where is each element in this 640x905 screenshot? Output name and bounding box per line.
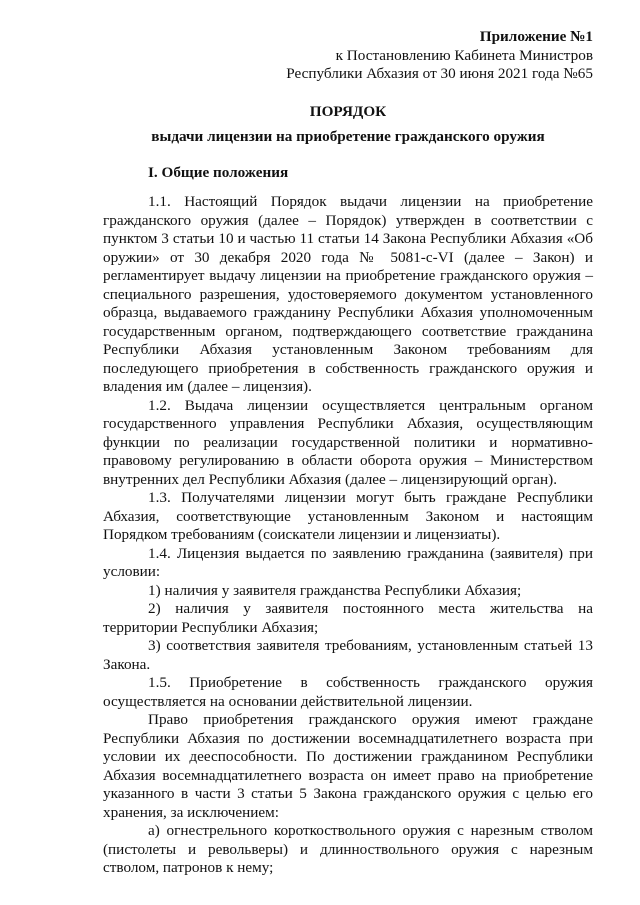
document-title: ПОРЯДОК bbox=[309, 102, 387, 120]
section-heading: I. Общие положения bbox=[148, 163, 289, 181]
paragraph-right-of-acquisition: Право приобретения гражданского оружия имеют граждане Республики Абхазия по достижении восемнадцатилетнего возраста при условии их дееспособности. По достижении гражданином Республики Абхазия восемнадцатилетнего возраста он имеет право на приобретение указанного в части 3 статьи 5 Закона гражданского оружия с целью его хранения, за исключением: bbox=[103, 711, 593, 821]
paragraph-1-2: 1.2. Выдача лицензии осуществляется центральным органом государственного управления Республики Абхазия, осуществляющим функции по реализации государственной политики и нормативно-правовому регулированию в области оборота оружия – Министерством внутренних дел Республики Абхазия (далее – лицензирующий орган). bbox=[103, 396, 593, 488]
document-subtitle: выдачи лицензии на приобретение гражданского оружия bbox=[151, 128, 545, 145]
paragraph-1-4: 1.4. Лицензия выдается по заявлению гражданина (заявителя) при условии: bbox=[103, 544, 593, 580]
header-reference-line-2: Республики Абхазия от 30 июня 2021 года №65 bbox=[286, 65, 593, 82]
paragraph-1-3: 1.3. Получателями лицензии могут быть граждане Республики Абхазия, соответствующие установленным Законом и настоящим Порядком требованиям (соискатели лицензии и лицензиаты). bbox=[103, 489, 593, 543]
header-reference-line-1: к Постановлению Кабинета Министров bbox=[335, 46, 593, 64]
list-item-1: 1) наличия у заявителя гражданства Республики Абхазия; bbox=[148, 581, 522, 599]
list-item-2: 2) наличия у заявителя постоянного места жительства на территории Республики Абхазия; bbox=[103, 600, 593, 636]
appendix-number: Приложение №1 bbox=[479, 28, 593, 45]
document-body bbox=[103, 193, 593, 878]
document-header bbox=[103, 28, 593, 84]
list-item-a: а) огнестрельного короткоствольного оружия с нарезным стволом (пистолеты и револьверы) и длинноствольного оружия с нарезным стволом, патронов к нему; bbox=[103, 822, 593, 876]
paragraph-1-5: 1.5. Приобретение в собственность гражданского оружия осуществляется на основании действительной лицензии. bbox=[103, 674, 593, 710]
list-item-3: 3) соответствия заявителя требованиям, установленным статьей 13 Закона. bbox=[103, 637, 593, 673]
paragraph-1-1: 1.1. Настоящий Порядок выдачи лицензии на приобретение гражданского оружия (далее – Порядок) утвержден в соответствии с пунктом 3 статьи 10 и частью 11 статьи 14 Закона Республики Абхазия «Об оружии» от 30 декабря 2020 года № 5081-с-VI (далее – Закон) и регламентирует выдачу лицензии на приобретение гражданского оружия – специального разрешения, удостоверяемого документом установленного образца, выдаваемого гражданину Республики Абхазия уполномоченным государственным органом, подтверждающего соответствие гражданина Республики Абхазия установленным Законом требованиям для последующего приобретения в собственность гражданского оружия и владения им (далее – лицензия). bbox=[103, 193, 593, 395]
